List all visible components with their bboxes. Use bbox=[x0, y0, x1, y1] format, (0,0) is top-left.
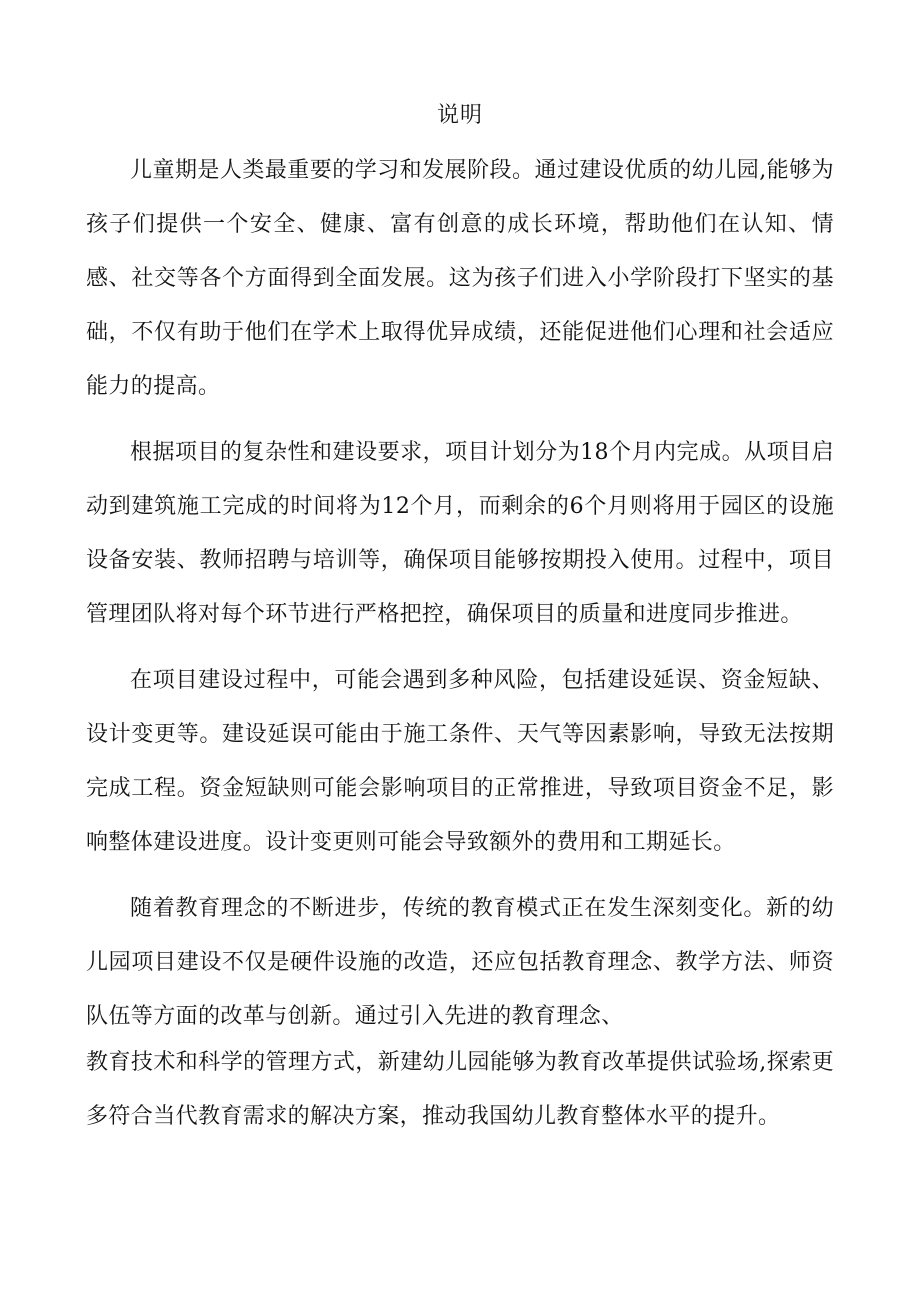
page-title: 说明 bbox=[436, 103, 483, 128]
paragraph-construction-risks: 在项目建设过程中，可能会遇到多种风险，包括建设延误、资金短缺、设计变更等。建设延误可能由于施工条件、天气等因素影响，导致无法按期完成工程。资金短缺则可能会影响项目的正常推进，导致项目资金不足，影响整体建设进度。设计变更则可能会导致额外的费用和工期延长。 bbox=[86, 668, 834, 855]
paragraph-childhood-importance: 儿童期是人类最重要的学习和发展阶段。通过建设优质的幼儿园,能够为孩子们提供一个安全、健康、富有创意的成长环境，帮助他们在认知、情感、社交等各个方面得到全面发展。这为孩子们进入小学阶段打下坚实的基础，不仅有助于他们在学术上取得优异成绩，还能促进他们心理和社会适应能力的提高。 bbox=[86, 158, 834, 399]
paragraph-project-schedule: 根据项目的复杂性和建设要求，项目计划分为18个月内完成。从项目启动到建筑施工完成的时间将为12个月，而剩余的6个月则将用于园区的设施设备安装、教师招聘与培训等，确保项目能够按期投入使用。过程中，项目管理团队将对每个环节进行严格把控，确保项目的质量和进度同步推进。 bbox=[86, 440, 834, 627]
paragraph-education-reform: 随着教育理念的不断进步，传统的教育模式正在发生深刻变化。新的幼儿园项目建设不仅是硬件设施的改造，还应包括教育理念、教学方法、师资队伍等方面的改革与创新。通过引入先进的教育理念、 bbox=[86, 896, 834, 1029]
paragraph-education-reform-continued: 教育技术和科学的管理方式，新建幼儿园能够为教育改革提供试验场,探索更多符合当代教育需求的解决方案，推动我国幼儿教育整体水平的提升。 bbox=[86, 1050, 834, 1129]
